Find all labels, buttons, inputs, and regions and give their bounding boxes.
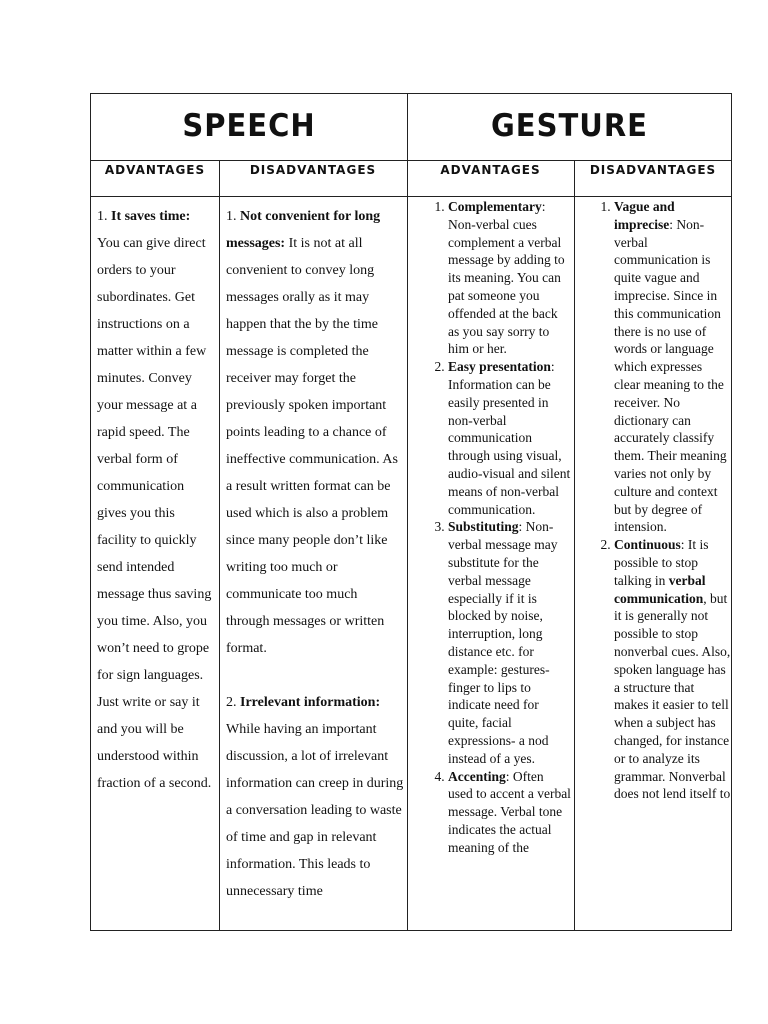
item-text: : Information can be easily presented in non-verbal communication through using visual, audio-visual and silent means of non-verbal communication. — [448, 359, 571, 517]
item-heading: Substituting — [448, 519, 519, 535]
gesture-advantage-item — [448, 198, 571, 358]
item-heading: Complementary — [448, 199, 542, 214]
item-heading: It saves time: — [111, 209, 191, 224]
speech-disadvantages-header: DISADVANTAGES — [249, 163, 377, 177]
speech-disadvantage-item — [226, 203, 404, 662]
item-text: , but it is generally not possible to stop nonverbal cues. Also, spoken language has a structure that makes it easier to tell when a subject has changed, for instance or to analyze its grammar. Nonverbal does not lend itself to — [614, 590, 731, 802]
speech-advantages-header: ADVANTAGES — [104, 163, 206, 177]
item-heading: Not convenient for long messages: — [226, 209, 381, 251]
divider-subheader-row — [91, 196, 731, 197]
item-number: 1. — [226, 209, 240, 224]
speech-disadvantages-cell — [226, 203, 404, 930]
gesture-advantage-item — [448, 358, 571, 518]
item-number: 1. — [97, 209, 111, 224]
gesture-advantages-cell — [409, 198, 571, 930]
gesture-disadvantage-item — [614, 198, 731, 536]
item-text: : Non-verbal cues complement a verbal message by adding to its meaning. You can pat someone you offended at the back as you say sorry to him or her. — [448, 199, 565, 357]
item-text: : Non-verbal communication is quite vague and imprecise. Since in this communication there is no use of words or language which expresses clear meaning to the receiver. No dictionary can accurately classify them. Their meaning varies not only by culture and context but by degree of intension. — [614, 216, 727, 535]
speech-advantages-cell — [97, 203, 215, 930]
gesture-advantages-header: ADVANTAGES — [440, 163, 541, 177]
item-text: : Non-verbal message may substitute for the verbal message especially if it is blocked by noise, interruption, long distance etc. for example: gestures- finger to lips to indicate need for quite, facial expressions- a nod instead of a yes. — [448, 519, 558, 766]
item-heading: Vague and imprecise — [614, 199, 675, 232]
gesture-advantage-item — [448, 768, 571, 857]
item-emphasis: verbal communication — [614, 572, 706, 606]
speech-title: SPEECH — [182, 106, 316, 144]
comparison-table — [90, 93, 732, 931]
item-heading: Accenting — [448, 768, 506, 784]
item-text: It is not at all convenient to convey long messages orally as it may happen that the by the time message is completed the receiver may forget the previously spoken important points leading to a chance of ineffective communication. As a result written format can be used which is also a problem since many people don’t like writing too much or communicate too much through messages or written format. — [226, 236, 398, 656]
gesture-disadvantage-item — [614, 536, 731, 803]
speech-disadvantage-item — [226, 689, 404, 905]
item-heading: Continuous — [614, 537, 681, 553]
gesture-disadvantages-header: DISADVANTAGES — [589, 163, 717, 177]
divider-speech-gesture — [407, 94, 408, 930]
gesture-advantages-list — [409, 198, 571, 856]
item-text: : It is possible to stop talking in — [614, 537, 709, 588]
gesture-advantage-item — [448, 518, 571, 767]
speech-advantage-item — [97, 203, 215, 797]
divider-speech-columns — [219, 160, 220, 930]
gesture-title: GESTURE — [491, 106, 648, 144]
item-text: You can give direct orders to your subordinates. Get instructions on a matter within a few minutes. Convey your message at a rapid speed. The verbal form of communication gives you this facility to quickly send intended message thus saving you time. Also, you won’t need to grope for sign languages. Just write or say it and you will be understood within fraction of a second. — [97, 236, 212, 791]
item-heading: Irrelevant information: — [240, 695, 381, 710]
gesture-disadvantages-cell — [575, 198, 731, 930]
item-text: : Often used to accent a verbal message. Verbal tone indicates the actual meaning of the — [448, 768, 571, 855]
item-number: 2. — [226, 695, 240, 710]
gesture-disadvantages-list — [575, 198, 731, 803]
item-text: While having an important discussion, a lot of irrelevant information can creep in during a conversation leading to waste of time and gap in relevant information. This leads to unnecessary time — [226, 722, 404, 899]
item-heading: Easy presentation — [448, 359, 551, 375]
